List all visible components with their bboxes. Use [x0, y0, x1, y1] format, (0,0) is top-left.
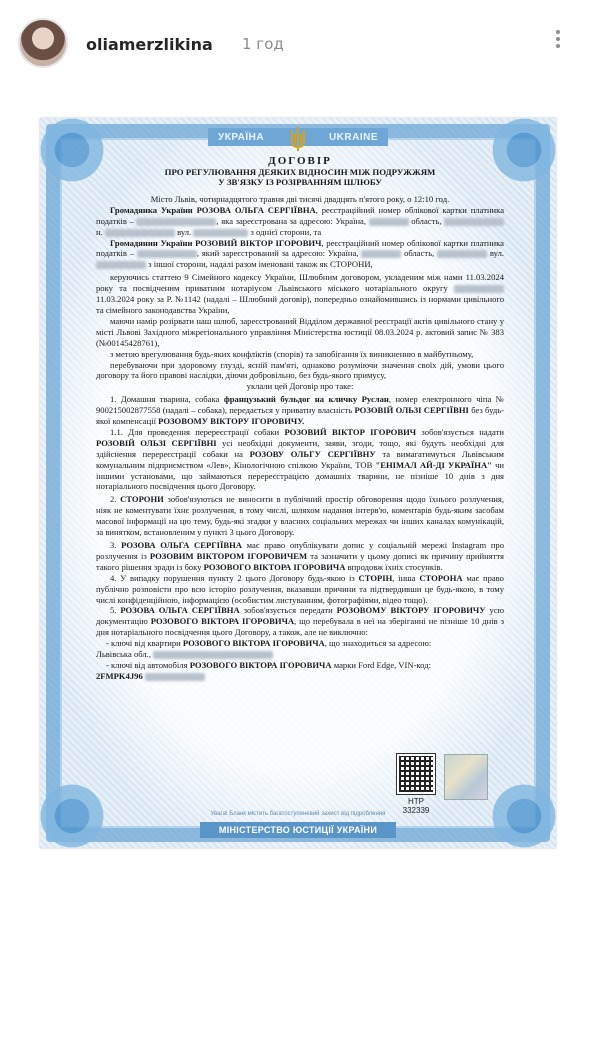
document-background	[40, 118, 556, 848]
document-body	[96, 152, 504, 682]
redacted-field	[137, 250, 197, 258]
qr-code	[397, 754, 435, 794]
document-photo	[40, 118, 556, 848]
redacted-field	[136, 218, 216, 226]
banner-right: UKRAINE	[328, 131, 378, 143]
redacted-field	[153, 651, 273, 659]
clause-5-item-1: - ключі від квартири РОЗОВОГО ВІКТОРА ІГОРОВИЧА, що знаходиться за адресою: Львівська обл.,	[96, 638, 432, 660]
document-subtitle: ПРО РЕГУЛЮВАННЯ ДЕЯКИХ ВІДНОСИН МІЖ ПОДРУЖЖЯМ У ЗВ'ЯЗКУ ІЗ РОЗІРВАННЯМ ШЛЮБУ	[164, 166, 436, 188]
city-date-line: Місто Львів, чотирнадцятого травня дві тисячі двадцять п'ятого року, о 12:10 год.	[150, 193, 450, 204]
serial-number: НТР 332339	[402, 797, 430, 815]
redacted-field	[454, 285, 504, 293]
avatar[interactable]	[18, 18, 68, 68]
redacted-field	[145, 673, 205, 681]
corner-ornament	[484, 776, 556, 848]
clause-2: 2. СТОРОНИ зобов'язуються не виносити в публічний простір обговорення щодо їхнього розлучення, ніяк не коментувати їхнє розлучення, в тому числі, шляхом надання інтерв'ю, коментарів будь-яким засобам масової інформації на цю тему, будь-які згадки у власних соціальних мережах чи інших каналах комунікацій, за винятком, встановленим у пункті 3 цього Договору.	[96, 494, 505, 538]
post-time: 1 год	[242, 35, 284, 53]
intent-3: перебуваючи при здоровому глузді, ясній пам'яті, однаково розуміючи значення своїх дій, умови цього договору та його правові наслідки, діючи добровільно, без будь-якого примусу,	[96, 359, 504, 381]
hologram-sticker	[444, 754, 488, 800]
redacted-field	[193, 229, 248, 237]
intent-1: маючи намір розірвати наш шлюб, зареєстрований Відділом державної реєстрації актів цивільного стану у місті Львові Західного міжрегіонального управління Міністерства юстиції 08.03.2024 р. актовий запис № 383 (№00145428761),	[96, 315, 504, 348]
clause-1: 1. Домашня тварина, собака французький бульдог на кличку Руслан, номер електронного чіпа № 900215002877558 (надалі – собака), передається у приватну власність РОЗОВІЙ ОЛЬЗІ СЕРГІЇВНІ без будь-якої компенсації РОЗОВОМУ ВІКТОРУ ІГОРОВИЧУ.	[96, 394, 504, 427]
document-title: ДОГОВІР	[268, 155, 332, 167]
clause-5-item-2: - ключі від автомобіля РОЗОВОГО ВІКТОРА ІГОРОВИЧА марки Ford Edge, VIN-код: 2FMPK4J96	[96, 659, 431, 681]
clause-5: 5. РОЗОВА ОЛЬГА СЕРГІЇВНА зобов'язується передати РОЗОВОМУ ВІКТОРУ ІГОРОВИЧУ усю документацію РОЗОВОГО ВІКТОРА ІГОРОВИЧА, що перебувала в неї на зберіганні не пізніше 10 днів з дня нотаріального посвідчення цього Договору, а також, але не виключно:	[96, 605, 505, 638]
username[interactable]: oliamerzlikina	[86, 35, 213, 54]
ministry-banner: МІНІСТЕРСТВО ЮСТИЦІЇ УКРАЇНИ	[200, 822, 396, 838]
intent-4: уклали цей Договір про таке:	[246, 381, 354, 392]
redacted-field	[444, 218, 504, 226]
redacted-field	[96, 261, 146, 269]
redacted-field	[369, 218, 409, 226]
redacted-field	[437, 250, 487, 258]
party-1: Громадянка України РОЗОВА ОЛЬГА СЕРГІЇВНА, реєстраційний номер облікової картки платника податків – , яка зареєстрована за адресою: Україна, область, н. вул. з однієї сторони, та	[96, 204, 505, 237]
redacted-field	[105, 229, 175, 237]
basis: керуючись статтею 9 Сімейного кодексу України, Шлюбним договором, укладеним між нами 11.03.2024 року та посвідченим приватним нотаріусом Львівського міського нотаріального округу 11.03.2024 року за Р. №1142 (надалі – Шлюбний договір), попередньо ознайомившись із нормами цивільного та сімейного законодавства України,	[96, 272, 505, 315]
clause-4: 4. У випадку порушення пункту 2 цього Договору будь-якою із СТОРІН, інша СТОРОНА має право публічно розповісти про всю історію розлучення, вказавши причини та підтвердивши це будь-якою, в тому числі конфіденційною, інформацією (особистим листуванням, фотографіями, відео тощо).	[96, 572, 504, 605]
redacted-field	[361, 250, 401, 258]
clause-3: 3. РОЗОВА ОЛЬГА СЕРГІЇВНА має право опублікувати допис у соціальній мережі Instagram про розлучення із РОЗОВИМ ВІКТОРОМ ІГОРОВИЧЕМ та зазначити у цьому дописі як причину прийняття такого рішення зради із боку РОЗОВОГО ВІКТОРА ІГОРОВИЧА впродовж їхніх стосунків.	[96, 540, 505, 572]
party-2: Громадянин України РОЗОВИЙ ВІКТОР ІГОРОВИЧ, реєстраційний номер облікової картки платника податків – , який зареєстрований за адресою: Україна, область, вул. з іншої сторони, надалі разом іменовані також як СТОРОНИ,	[96, 237, 505, 270]
story-header	[0, 0, 597, 92]
intent-2: з метою врегулювання будь-яких конфліктів (спорів) та запобігання їх виникненню в майбутньому,	[110, 348, 474, 359]
trident-icon	[288, 126, 308, 152]
banner-left: УКРАЇНА	[218, 131, 265, 143]
clause-1-1: 1.1. Для проведення перереєстрації собаки РОЗОВИЙ ВІКТОР ІГОРОВИЧ зобов'язується надати РОЗОВІЙ ОЛЬЗІ СЕРГІЇВНІ усі необхідні документи, заяви, згоди, тощо, які будуть необхідні для здійснення перереєстрації собаки на РОЗОВУ ОЛЬГУ СЕРГІЇВНУ та вимагатимуться Львівським комунальним підприємством «Лев», Кінологічною спілкою України, ТОВ "ЕНІМАЛ АЙ-ДІ УКРАЇНА" чи іншими установами, що займаються перереєстрацією домашніх тварини, не пізніше 10 днів з дня нотаріального посвідчення цього Договору.	[96, 426, 504, 492]
security-note: Увага! Бланк містить багатоступеневий захист від підроблення	[210, 811, 386, 817]
more-options-icon[interactable]	[553, 27, 563, 57]
